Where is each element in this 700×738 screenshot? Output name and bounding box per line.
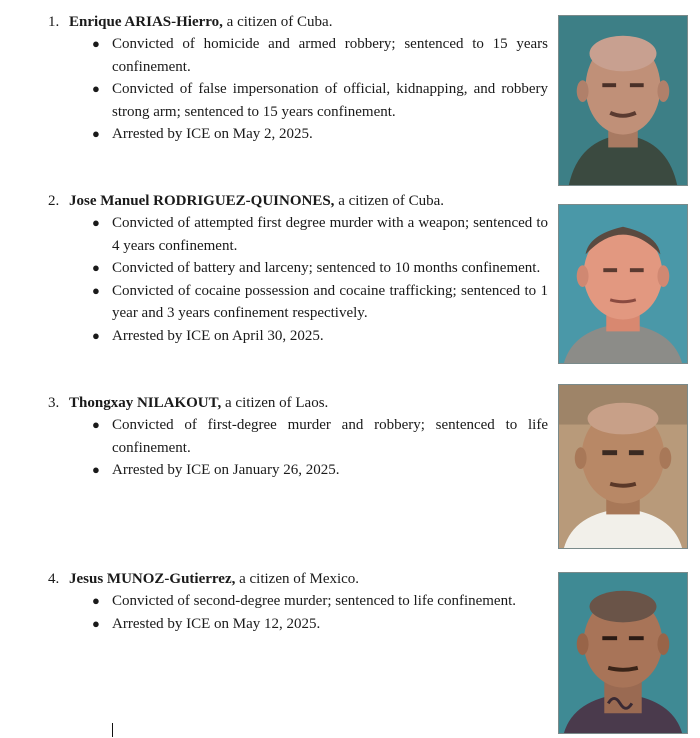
- person-name: Jose Manuel RODRIGUEZ-QUINONES,: [69, 193, 335, 209]
- mugshot-photo-1: [558, 15, 688, 186]
- mugshot-photo-2: [558, 204, 688, 364]
- entry-heading: [48, 190, 444, 212]
- bullet-icon: ●: [92, 215, 100, 230]
- entry-number: 3.: [48, 395, 60, 411]
- conviction-list: [92, 590, 548, 635]
- entry-number: 4.: [48, 571, 60, 587]
- person-name: Enrique ARIAS-Hierro,: [69, 14, 223, 30]
- entry-number: 1.: [48, 14, 60, 30]
- bullet-icon: ●: [92, 327, 100, 343]
- list-item: ● Convicted of battery and larceny; sentenced to 10 months confinement.: [92, 257, 548, 280]
- bullet-icon: ●: [92, 462, 100, 477]
- list-item: ● Convicted of false impersonation of official, kidnapping, and robbery strong arm; sentenced to 15 years confinement.: [92, 78, 548, 123]
- list-item: ● Convicted of attempted first degree murder with a weapon; sentenced to 4 years confinement.: [92, 212, 548, 257]
- bullet-icon: ●: [92, 282, 100, 298]
- bullet-icon: ●: [92, 593, 100, 608]
- bullet-icon: ●: [92, 126, 100, 141]
- person-name: Thongxay NILAKOUT,: [69, 395, 222, 411]
- bullet-icon: ●: [92, 36, 100, 51]
- entry-heading: [48, 11, 332, 33]
- entry-heading: [48, 568, 359, 590]
- bullet-icon: ●: [92, 260, 100, 275]
- conviction-list: [92, 414, 548, 482]
- citizenship-text: a citizen of Mexico.: [235, 571, 360, 587]
- text-cursor: [112, 723, 113, 737]
- citizenship-text: a citizen of Cuba.: [334, 193, 444, 209]
- list-item: ● Arrested by ICE on January 26, 2025.: [92, 459, 548, 482]
- list-item: ● Arrested by ICE on April 30, 2025.: [92, 325, 548, 348]
- list-item: ● Convicted of first-degree murder and robbery; sentenced to life confinement.: [92, 414, 548, 459]
- list-item: ● Arrested by ICE on May 2, 2025.: [92, 123, 548, 146]
- bullet-icon: ●: [92, 417, 100, 432]
- person-name: Jesus MUNOZ-Gutierrez,: [69, 571, 236, 587]
- mugshot-photo-4: [558, 572, 688, 734]
- citizenship-text: a citizen of Laos.: [221, 395, 329, 411]
- list-item: ● Convicted of homicide and armed robbery; sentenced to 15 years confinement.: [92, 33, 548, 78]
- entry-heading: [48, 392, 328, 414]
- bullet-icon: ●: [92, 615, 100, 631]
- list-item: ● Arrested by ICE on May 12, 2025.: [92, 613, 548, 636]
- citizenship-text: a citizen of Cuba.: [222, 14, 333, 30]
- list-item: ● Convicted of second-degree murder; sentenced to life confinement.: [92, 590, 548, 613]
- list-item: ● Convicted of cocaine possession and cocaine trafficking; sentenced to 1 year and 3 years confinement respectively.: [92, 280, 548, 325]
- conviction-list: [92, 212, 548, 347]
- bullet-icon: ●: [92, 81, 100, 96]
- entry-number: 2.: [48, 193, 60, 209]
- conviction-list: [92, 33, 548, 146]
- mugshot-photo-3: [558, 384, 688, 549]
